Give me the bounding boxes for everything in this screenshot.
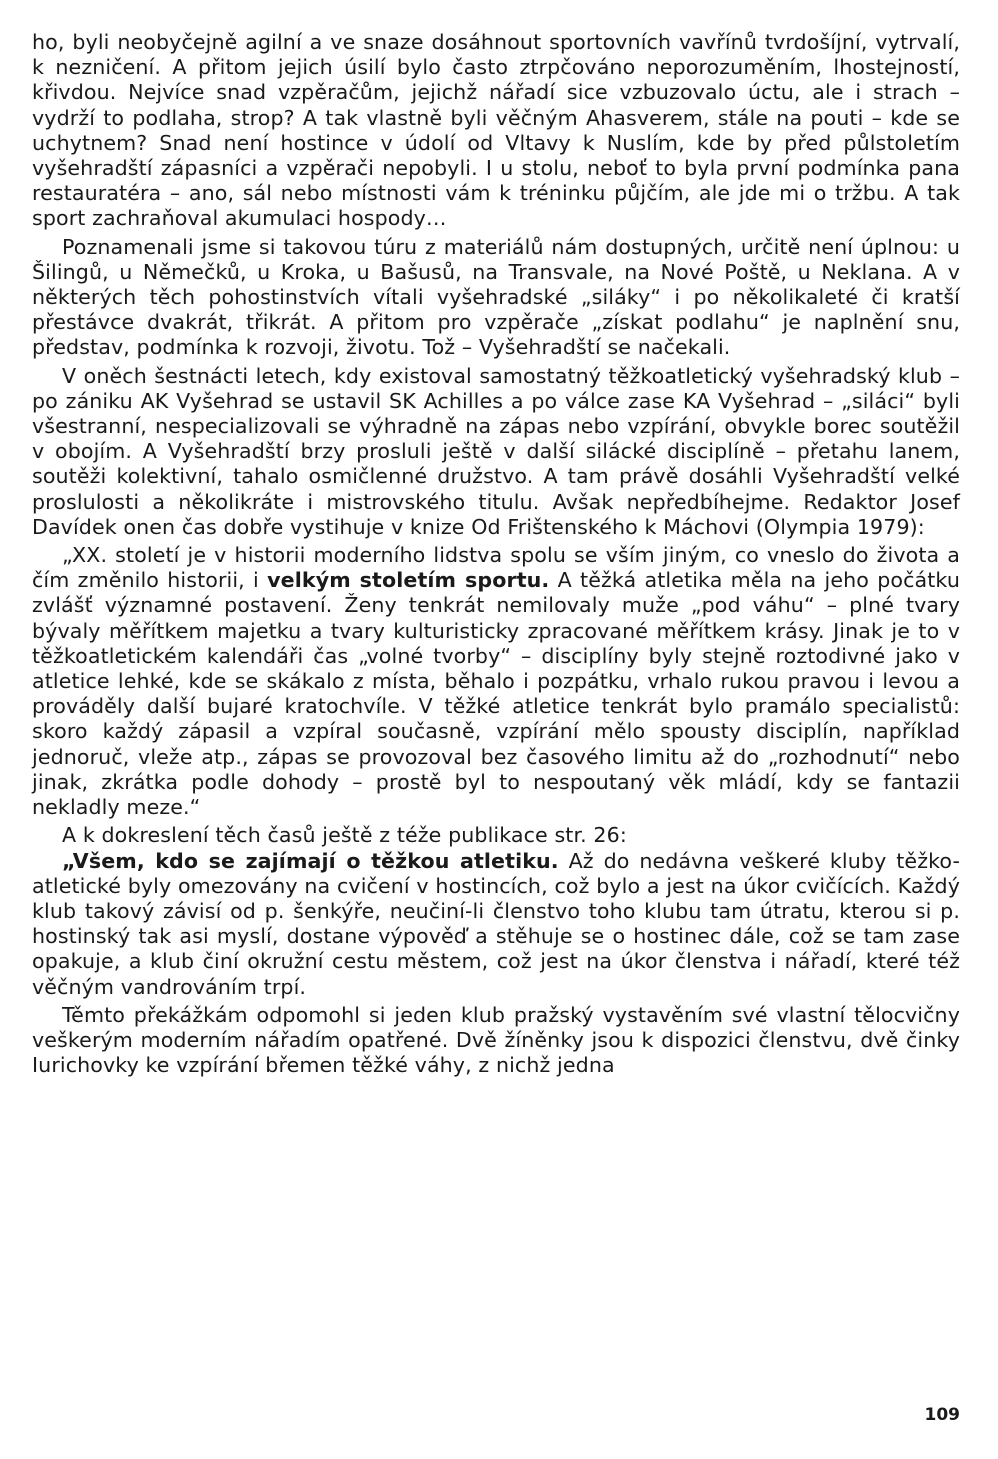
paragraph-6-quote <box>32 849 960 1000</box>
paragraph-3: V oněch šestnácti letech, kdy existoval samostatný těžkoatletický vyšehradský klub – po zániku AK Vyšehrad se ustavil SK Achilles a po válce zase KA Vyšehrad – „siláci“ byli všestranní, nespecializovali se výhradně na zápas nebo vzpírání, obvykle borec soutěžil v obojím. A Vyšehradští brzy prosluli ještě v další silácké disciplíně – přetahu lanem, soutěži kolektivní, tahalo osmičlenné družstvo. A tam právě dosáhli Vyšehradští velké proslulosti a několikráte i mistrovského titulu. Avšak nepředbíhejme. Redaktor Josef Davídek onen čas dobře vystihuje v knize Od Frištenského k Máchovi (Olympia 1979): <box>32 363 960 539</box>
quote-text-start: „XX. století je v historii moderního lidstva spolu se vším jiným, co vneslo do života a čím změnilo historii, i <box>32 543 960 593</box>
quote-text-end: A těžká atletika měla na jeho počátku zvlášť významné postavení. Ženy tenkrát nemilovaly muže „pod váhu“ – plné tvary bývaly měřítkem majetku a tvary kulturisticky zpracované měřítkem krásy. Jinak je to v těžkoatletickém kalendáři čas „volné tvorby“ – disciplíny byly stejně roztodivné jako v atletice lehké, kde se skákalo z místa, běhalo i pozpátku, vrhalo rukou pravou i levou a prováděly další bujaré kratochvíle. V těžké atletice tenkrát bylo pramálo specialistů: skoro každý zápasil a vzpíral současně, vzpírání mělo spousty disciplín, například jednoruč, vleže atp., zápas se provozoval bez časového limitu až do „rozhodnutí“ nebo jinak, zkrátka podle dohody – prostě byl to nespoutaný věk mládí, kdy se fantazii nekladly meze.“ <box>32 568 960 820</box>
paragraph-5: A k dokreslení těch časů ještě z téže publikace str. 26: <box>62 823 627 848</box>
page-number: 109 <box>924 1405 960 1425</box>
page-body <box>32 30 960 1078</box>
paragraph-7: Těmto překážkám odpomohl si jeden klub pražský vystavěním své vlastní tělocvičny veškerým moderním nářadím opatřené. Dvě žíněnky jsou k dispozici členstvu, dvě činky Iurichovky ke vzpírání břemen těžké váhy, z nichž jedna <box>32 1002 960 1078</box>
paragraph-1: ho, byli neobyčejně agilní a ve snaze dosáhnout sportovních vavřínů tvrdošíjní, vytrvalí, k nezničení. A přitom jejich úsilí bylo často ztrpčováno neporozuměním, lhostejností, křivdou. Nejvíce snad vzpěračům, jejichž nářadí sice vzbuzovalo úctu, ale i strach – vydrží to podlaha, strop? A tak vlastně byli věčným Ahasverem, stále na pouti – kde se uchytnem? Snad není hostince v údolí od Vltavy k Nuslím, kde by před půlstoletím vyšehradští zápasníci a vzpěrači nepobyli. I u stolu, neboť to byla první podmínka pana restauratéra – ano, sál nebo místnosti vám k tréninku půjčím, ale jde mi o tržbu. A tak sport zachraňoval akumulaci hospody… <box>32 30 960 231</box>
paragraph-4-quote <box>32 543 960 820</box>
emphasis-text: velkým stoletím sportu. <box>267 568 550 593</box>
quote-body: Až do nedávna veškeré kluby těžko-atletické byly omezovány na cvičení v hostincích, což bylo a jest na úkor cvičících. Každý klub takový závisí od p. šenkýře, neučiní-li členstvo toho klubu tam útratu, kterou si p. hostinský tak asi myslí, dostane výpověď a stěhuje se o hostinec dále, což se tam zase opakuje, a klub činí okružní cestu městem, což jest na úkor členstva i nářadí, které též věčným vandrováním trpí. <box>32 848 961 999</box>
paragraph-2: Poznamenali jsme si takovou túru z materiálů nám dostupných, určitě není úplnou: u Šilingů, u Němečků, u Kroka, u Bašusů, na Transvale, na Nové Poště, u Neklana. A v některých těch pohostinstvích vítali vyšehradské „siláky“ i po několikaleté či kratší přestávce dvakrát, třikrát. A přitom pro vzpěrače „získat podlahu“ je naplnění snu, představ, podmínka k rozvoji, životu. Tož – Vyšehradští se načekali. <box>32 234 960 360</box>
quote-heading: „Všem, kdo se zajímají o těžkou atletiku. <box>62 848 559 873</box>
